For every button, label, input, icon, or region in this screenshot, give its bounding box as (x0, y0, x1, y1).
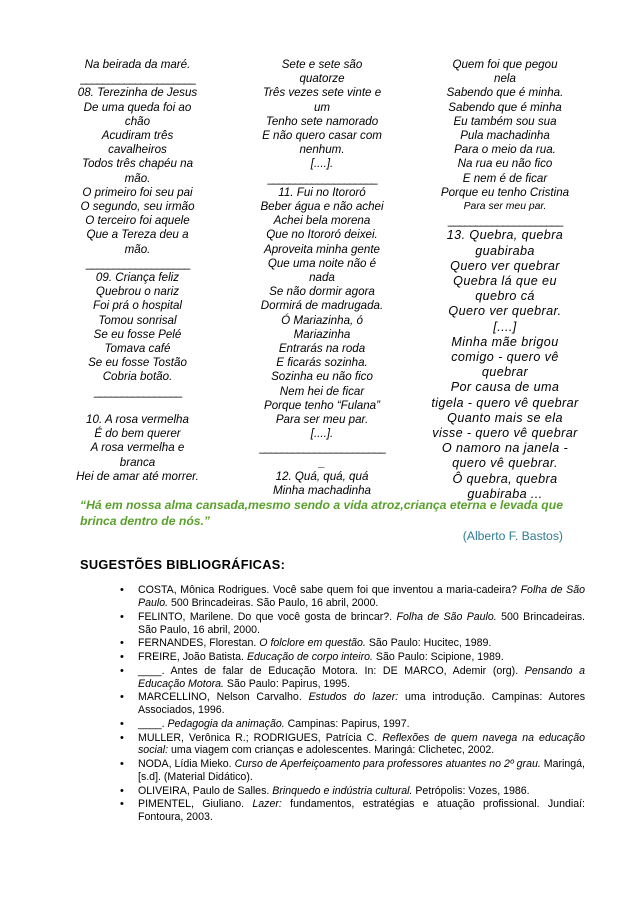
entry-title: Reflexões de quem navega na educação social: (138, 731, 586, 757)
verse-line: Minha mãe brigou (451, 334, 559, 349)
verse-line: Quebra lá que eu (453, 274, 557, 289)
separator-line: ____________________ (267, 171, 377, 185)
separator-line: _______________________ (259, 441, 385, 455)
verse-line: De uma queda foi ao (83, 100, 192, 114)
verse-line: _ (318, 455, 326, 469)
verse-column-left (60, 58, 215, 484)
verse-line: [....] (493, 319, 517, 334)
bibliography-entry (120, 798, 585, 824)
bibliography-entry (120, 651, 585, 664)
verse-line: Sabendo que é minha (448, 100, 562, 114)
verse-line: O terceiro foi aquele (85, 214, 190, 228)
verse-line: Quero ver quebrar. (448, 304, 562, 319)
verse-line: Sozinha eu não fico (271, 370, 373, 384)
verse-line: Todos três chapéu na (81, 157, 194, 171)
entry-title: Brinquedo e indústria cultural. (272, 784, 413, 797)
verse-line: Ó Mariazinha, ó (281, 313, 363, 327)
verse-line: [....]. (310, 427, 334, 441)
bibliography-heading: SUGESTÕES BIBLIOGRÁFICAS: (80, 557, 286, 572)
verse-column-middle (248, 58, 396, 498)
verse-line: 10. A rosa vermelha (86, 413, 189, 427)
bibliography-entry (120, 691, 585, 717)
verse-line: Para ser meu par. (275, 413, 369, 427)
verse-line: nenhum. (299, 143, 345, 157)
verse-line: guabiraba ... (467, 486, 543, 501)
verse-line: 12. Quá, quá, quá (275, 469, 369, 483)
entry-title: Pensando a Educação Motora. (138, 664, 585, 690)
entry-title: Educação de corpo inteiro. (246, 650, 373, 663)
entry-text: 500 Brincadeiras. São Paulo, 16 abril, 2000. (138, 610, 585, 636)
verse-line: Hei de amar até morrer. (76, 469, 199, 483)
verse-line: Se eu fosse Tostão (88, 356, 187, 370)
entry-text: Campinas: Papirus, 1997. (284, 717, 410, 730)
entry-title: O folclore em questão. (259, 637, 366, 650)
verse-line: visse - quero vê quebrar (432, 426, 578, 441)
verse-line: Se eu fosse Pelé (93, 327, 182, 341)
verse-line: Tomava café (104, 342, 171, 356)
entry-title: Pedagogia da animação. (167, 717, 285, 730)
bibliography-entry (120, 785, 585, 798)
verse-line: Por causa de uma (450, 380, 560, 395)
entry-text: São Paulo: Hucitec, 1989. (365, 637, 492, 650)
verse-line: nada (309, 271, 335, 285)
verse-line: Na beirada da maré. (84, 58, 191, 71)
verse-line: um (313, 100, 331, 114)
verse-line: Cobria botão. (102, 370, 173, 384)
verse-line: quatorze (299, 72, 345, 86)
verse-line: Que a Tereza deu a (86, 228, 189, 242)
entry-title: Estudos do lazer: (308, 691, 399, 704)
bibliography-entry (120, 718, 585, 731)
verse-line: É do bem querer (94, 427, 181, 441)
verse-line: Pula machadinha (460, 129, 550, 143)
entry-text: Petrópolis: Vozes, 1986. (412, 784, 530, 797)
verse-line: Porque eu tenho Cristina (440, 185, 570, 199)
entry-text: fundamentos, estratégias e atuação profissional. Jundiaí: Fontoura, 2003. (138, 798, 585, 824)
verse-line: Mariazinha (293, 327, 351, 341)
verse-line: O primeiro foi seu pai (82, 185, 193, 199)
entry-text: NODA, Lídia Mieko. (138, 758, 235, 771)
epigraph-quote: “Há em nossa alma cansada,mesmo sendo a vida atroz,criança eterna e levada que brinca dentro de nós.” (80, 498, 563, 528)
bibliography-entry (120, 758, 585, 784)
verse-line: Para ser meu par. (463, 201, 547, 213)
verse-line: tigela - quero vê quebrar (431, 395, 579, 410)
verse-line: Que uma noite não é (267, 256, 377, 270)
entry-title: Curso de Aperfeiçoamento para professores atuantes no 2º grau. (234, 758, 541, 771)
verse-line: 08. Terezinha de Jesus (77, 86, 198, 100)
separator-line: ________________ (93, 384, 182, 398)
verse-line: A rosa vermelha e (90, 441, 185, 455)
verse-line: mão. (124, 242, 151, 256)
entry-text: Maringá, [s.d]. (Material Didático). (138, 758, 585, 784)
entry-text: MARCELLINO, Nelson Carvalho. (138, 691, 309, 704)
verse-line: Achei bela morena (273, 214, 371, 228)
verse-line: Entrarás na roda (278, 342, 366, 356)
verse-line: [....]. (310, 157, 334, 171)
verse-line: Aproveita minha gente (263, 242, 380, 256)
verse-line: Nem hei de ficar (279, 384, 365, 398)
bibliography-entry (120, 665, 585, 691)
verse-line: Três vezes sete vinte e (262, 86, 382, 100)
verse-line: Beber água e não achei (260, 200, 384, 214)
entry-title: Folha de São Paulo. (396, 610, 497, 623)
entry-text: OLIVEIRA, Paulo de Salles. (138, 784, 273, 797)
entry-text: São Paulo: Papirus, 1995. (223, 677, 351, 690)
verse-column-right (420, 58, 590, 502)
entry-title: Folha de São Paulo. (138, 584, 585, 609)
entry-text: uma viagem com crianças e adolescentes. Maringá: Clichetec, 2002. (168, 744, 495, 757)
verse-line (60, 399, 215, 413)
verse-line: quebro cá (475, 289, 535, 304)
verse-line: chão (124, 114, 151, 128)
verse-line: Sete e sete são (281, 58, 363, 71)
verse-line: Quanto mais se ela (447, 410, 563, 425)
verse-line: 11. Fui no Itororó (278, 185, 366, 199)
verse-line: E ficarás sozinha. (276, 356, 368, 370)
verse-line: quebrar (481, 365, 529, 380)
verse-line: Quero ver quebrar (450, 258, 560, 273)
verse-line: 09. Criança feliz (95, 271, 180, 285)
verse-line: Sabendo que é minha. (446, 86, 564, 100)
verse-line: Minha machadinha (273, 484, 371, 498)
verse-line: Que no Itororó deixei. (266, 228, 378, 242)
entry-text: São Paulo: Scipione, 1989. (372, 650, 504, 663)
entry-text: 500 Brincadeiras. São Paulo, 16 abril, 2000. (168, 596, 379, 609)
bibliography-entry (120, 637, 585, 650)
verse-line: Tenho sete namorado (265, 114, 379, 128)
verse-line: Acudiram três (101, 129, 174, 143)
verse-line: Porque tenho “Fulana” (263, 398, 380, 412)
entry-text: uma introdução. Campinas: Autores Associados, 1996. (138, 691, 586, 717)
bibliography-entry (120, 611, 585, 637)
bibliography-list (120, 584, 585, 825)
verse-line: Quebrou o nariz (95, 285, 180, 299)
verse-line: branca (119, 455, 156, 469)
bibliography-entry (120, 584, 585, 610)
verse-line: O segundo, seu irmão (80, 200, 195, 214)
verse-line: cavalheiros (108, 143, 167, 157)
verse-line: E não quero casar com (262, 129, 382, 143)
entry-title: Lazer: (252, 798, 282, 811)
verse-line: guabiraba (475, 243, 535, 258)
verse-line: Eu também sou sua (453, 114, 557, 128)
entry-text: ____. (138, 717, 168, 730)
verse-line: Se não dormir agora (269, 285, 375, 299)
entry-text: MULLER, Verônica R.; RODRIGUES, Patrícia C. (138, 731, 383, 744)
verse-line: Ô quebra, quebra (452, 471, 558, 486)
verse-line: O namoro na janela - (441, 441, 569, 456)
entry-text: FREIRE, João Batista. (138, 650, 247, 663)
entry-text: COSTA, Mônica Rodrigues. Você sabe quem foi que inventou a maria-cadeira? (138, 584, 521, 596)
entry-text: FELINTO, Marilene. Do que você gosta de brincar?. (138, 610, 397, 623)
quote-author: (Alberto F. Bastos) (462, 529, 563, 543)
verse-line: Tomou sonrisal (98, 313, 177, 327)
verse-line: mão. (124, 171, 151, 185)
verse-line: quero vê quebrar. (452, 456, 558, 471)
verse-line: Para o meio da rua. (454, 143, 556, 157)
verse-line: comigo - quero vê (451, 350, 559, 365)
verse-line: Na rua eu não fico (457, 157, 553, 171)
separator-line: _____________________ (80, 72, 195, 86)
verse-line: 13. Quebra, quebra (446, 228, 564, 243)
entry-text: PIMENTEL, Giuliano. (138, 798, 253, 811)
verse-line: E nem é de ficar (462, 171, 548, 185)
verse-line: nela (494, 72, 516, 86)
verse-line: Quem foi que pegou (452, 58, 558, 71)
verse-line: Dormirá de madrugada. (260, 299, 384, 313)
verse-line: Foi prá o hospital (93, 299, 182, 313)
entry-text: FERNANDES, Florestan. (138, 637, 260, 650)
separator-line: _____________________ (447, 214, 563, 228)
entry-text: ____. Antes de falar de Educação Motora. In: DE MARCO, Ademir (org). (138, 664, 525, 677)
bibliography-entry (120, 732, 585, 758)
separator-line: ___________________ (85, 256, 190, 270)
